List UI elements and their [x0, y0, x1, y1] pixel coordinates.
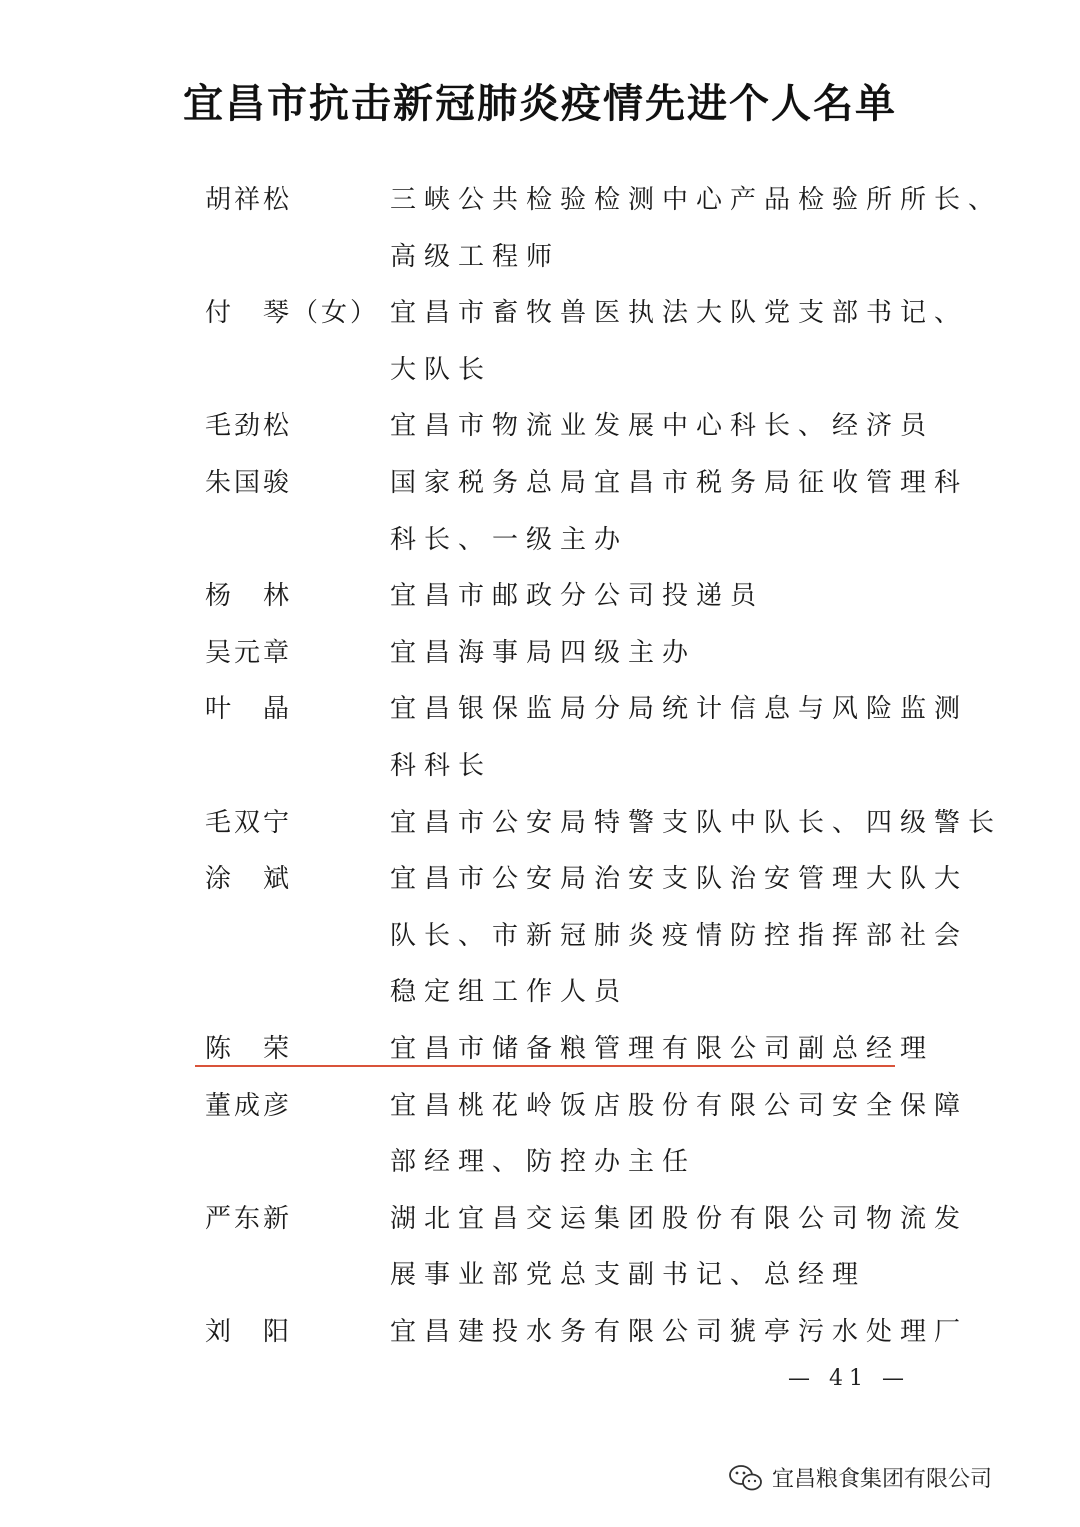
honoree-title-line: 宜昌市储备粮管理有限公司副总经理 [390, 1033, 935, 1064]
honoree-title-line: 科科长 [390, 750, 493, 781]
honoree-name: 胡祥松 [205, 185, 293, 215]
honoree-title [390, 398, 935, 455]
honoree-title [390, 1078, 969, 1191]
honoree-entry [205, 681, 969, 794]
honoree-entry [205, 455, 969, 568]
honoree-title [390, 795, 1003, 852]
page-number: — 41 — [788, 1366, 910, 1391]
honoree-title-line: 宜昌建投水务有限公司猇亭污水处理厂 [390, 1316, 969, 1347]
wechat-icon [728, 1463, 764, 1493]
honoree-title [390, 568, 930, 625]
honoree-title [390, 455, 969, 568]
honoree-title-line: 宜昌海事局四级主办 [390, 637, 697, 668]
honoree-title-line: 队长、市新冠肺炎疫情防控指挥部社会 [390, 920, 969, 951]
honoree-title-line: 宜昌市物流业发展中心科长、经济员 [390, 411, 935, 442]
honoree-title-line: 科长、一级主办 [390, 524, 629, 555]
honoree-title-line: 大队长 [390, 354, 493, 385]
honoree-name: 付 琴（女） [205, 298, 380, 329]
honoree-title-line: 宜昌市畜牧兽医执法大队党支部书记、 [390, 298, 969, 329]
honoree-name: 涂 斌 [205, 864, 293, 895]
honoree-title-line: 宜昌桃花岭饭店股份有限公司安全保障 [390, 1090, 969, 1121]
honoree-title [390, 172, 1003, 285]
honoree-title [390, 851, 969, 1021]
honoree-entry [205, 172, 1003, 285]
honoree-list [205, 172, 1003, 1360]
honoree-title-line: 展事业部党总支副书记、总经理 [390, 1260, 867, 1291]
watermark [728, 1462, 992, 1493]
honoree-title-line: 宜昌银保监局分局统计信息与风险监测 [390, 694, 969, 725]
honoree-entry [205, 398, 945, 455]
honoree-entry [205, 285, 969, 398]
honoree-title-line: 高级工程师 [390, 241, 561, 272]
honoree-entry [205, 795, 1003, 852]
honoree-name: 严东新 [205, 1203, 293, 1234]
honoree-title-line: 宜昌市公安局特警支队中队长、四级警长 [390, 807, 1003, 838]
honoree-name: 刘 阳 [205, 1316, 293, 1347]
honoree-title-line: 湖北宜昌交运集团股份有限公司物流发 [390, 1203, 969, 1234]
honoree-title-line: 国家税务总局宜昌市税务局征收管理科 [390, 467, 969, 498]
honoree-title [390, 285, 969, 398]
honoree-entry [205, 1304, 969, 1361]
honoree-title-line: 宜昌市公安局治安支队治安管理大队大 [390, 864, 969, 895]
honoree-entry [205, 568, 945, 625]
honoree-entry [205, 1191, 969, 1304]
honoree-name: 杨 林 [205, 581, 293, 612]
honoree-title-line: 宜昌市邮政分公司投递员 [390, 581, 765, 612]
honoree-title-line: 部经理、防控办主任 [390, 1147, 697, 1178]
honoree-title [390, 681, 969, 794]
honoree-name: 朱国骏 [205, 467, 293, 498]
honoree-entry [205, 1021, 945, 1078]
honoree-title [390, 625, 930, 682]
watermark-text: 宜昌粮食集团有限公司 [772, 1467, 993, 1492]
honoree-title [390, 1191, 969, 1304]
honoree-entry [205, 1078, 969, 1191]
honoree-entry [205, 851, 969, 1021]
honoree-name: 陈 荣 [205, 1033, 293, 1064]
honoree-title-line: 稳定组工作人员 [390, 977, 629, 1008]
honoree-name: 毛双宁 [205, 807, 293, 838]
honoree-title [390, 1304, 969, 1361]
honoree-name: 吴元章 [205, 637, 293, 668]
honoree-name: 董成彦 [205, 1090, 293, 1121]
honoree-name: 叶 晶 [205, 694, 293, 725]
highlight-underline [195, 1065, 895, 1067]
honoree-title-line: 三峡公共检验检测中心产品检验所所长、 [390, 185, 1003, 215]
honoree-entry [205, 625, 945, 682]
honoree-title [390, 1021, 935, 1078]
document-title: 宜昌市抗击新冠肺炎疫情先进个人名单 [183, 81, 897, 127]
honoree-name: 毛劲松 [205, 411, 293, 442]
